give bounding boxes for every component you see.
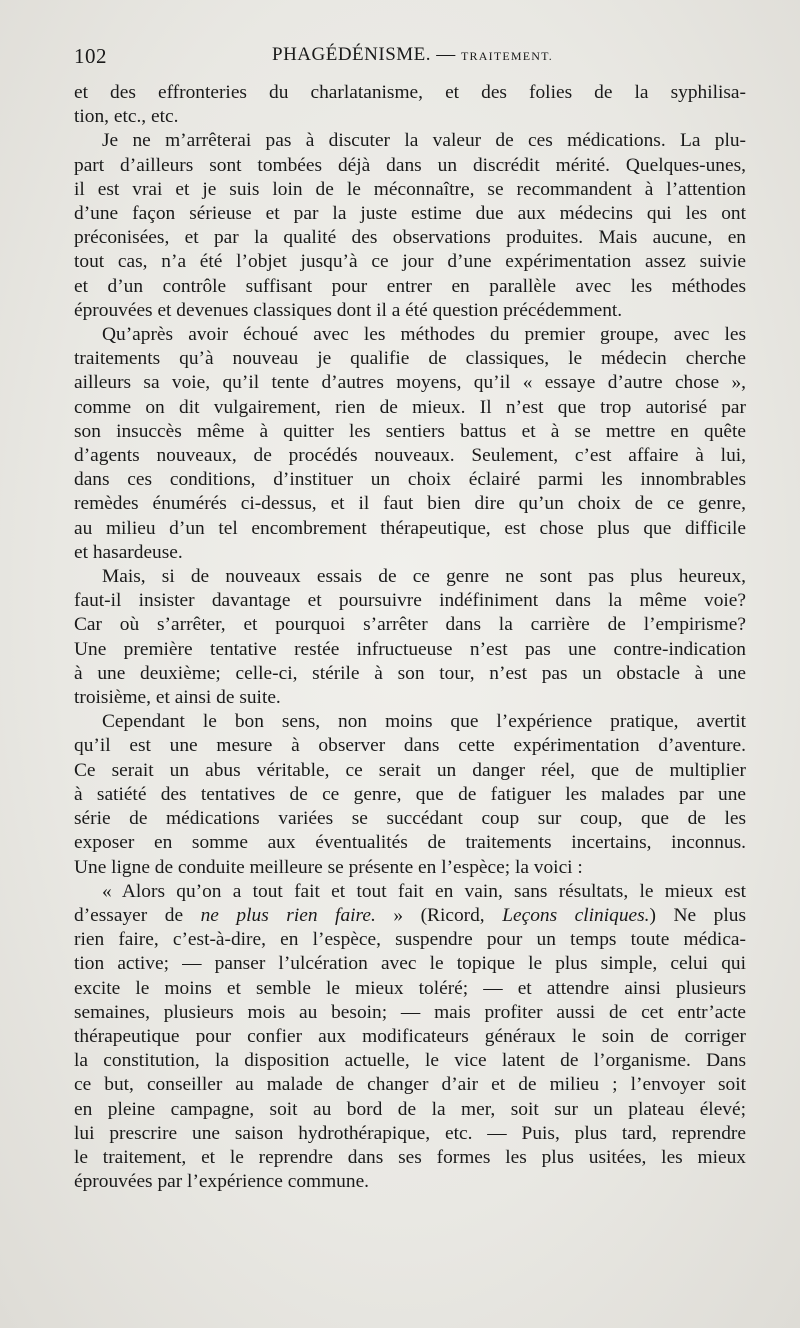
text-line: Car où s’arrêter, et pourquoi s’arrêter dans la carrière de l’empirisme? <box>74 614 746 636</box>
text-line: Une ligne de conduite meilleure se présente en l’espèce; la voici : <box>74 856 583 878</box>
running-title <box>272 44 553 66</box>
text-line: et d’un contrôle suffisant pour entrer en parallèle avec les méthodes <box>74 275 746 297</box>
text-line: faut-il insister davantage et poursuivre indéfiniment dans la même voie? <box>74 590 746 612</box>
text-line: comme on dit vulgairement, rien de mieux. Il n’est que trop autorisé par <box>74 396 746 418</box>
text-line: préconisées, et par la qualité des observations produites. Mais aucune, en <box>74 227 746 249</box>
text-line: qu’il est une mesure à observer dans cette expérimentation d’aventure. <box>74 735 746 757</box>
text-line: exposer en somme aux éventualités de traitements incertains, inconnus. <box>74 832 746 854</box>
text-line: la constitution, la disposition actuelle, le vice latent de l’organisme. Dans <box>74 1050 746 1072</box>
text-run: ) Ne plus <box>649 904 746 926</box>
text-line: en pleine campagne, soit au bord de la mer, soit sur un plateau élevé; <box>74 1098 746 1120</box>
text-line: dans ces conditions, d’instituer un choix éclairé parmi les innombrables <box>74 469 746 491</box>
text-line: tout cas, n’a été l’objet jusqu’à ce jour d’une expérimentation assez suivie <box>74 251 746 273</box>
text-line: traitements qu’à nouveau je qualifie de classiques, le médecin cherche <box>74 348 746 370</box>
page-number: 102 <box>74 44 107 68</box>
running-title-separator: — <box>431 44 462 65</box>
text-line: d’une façon sérieuse et par la juste estime due aux médecins qui les ont <box>74 203 746 225</box>
text-line: il est vrai et je suis loin de le méconnaître, se recommandent à l’attention <box>74 178 746 200</box>
text-line: Mais, si de nouveaux essais de ce genre ne sont pas plus heureux, <box>102 566 746 588</box>
text-line: troisième, et ainsi de suite. <box>74 687 281 709</box>
text-line <box>74 904 746 928</box>
text-line: éprouvées par l’expérience commune. <box>74 1171 370 1193</box>
text-line: au milieu d’un tel encombrement thérapeutique, est chose plus que difficile <box>74 517 746 539</box>
text-line: son insuccès même à quitter les sentiers battus et à se mettre en quête <box>74 420 746 442</box>
italic-text: ne plus rien faire. <box>200 904 376 926</box>
text-line: Une première tentative restée infructueuse n’est pas une contre-indication <box>74 638 746 660</box>
running-title-section: TRAITEMENT. <box>461 49 553 63</box>
text-line: thérapeutique pour confier aux modificateurs généraux le soin de corriger <box>74 1025 746 1047</box>
text-line: lui prescrire une saison hydrothérapique, etc. — Puis, plus tard, reprendre <box>74 1122 746 1144</box>
text-line: ailleurs sa voie, qu’il tente d’autres moyens, qu’il « essaye d’autre chose », <box>74 372 746 394</box>
text-line: et hasardeuse. <box>74 541 183 563</box>
text-line: tion active; — panser l’ulcération avec le topique le plus simple, celui qui <box>74 953 746 975</box>
text-line: Qu’après avoir échoué avec les méthodes du premier groupe, avec les <box>102 324 746 346</box>
text-line: semaines, plusieurs mois au besoin; — mais profiter aussi de cet entr’acte <box>74 1001 746 1023</box>
text-line: tion, etc., etc. <box>74 106 179 128</box>
text-line: remèdes énumérés ci-dessus, et il faut bien dire qu’un choix de ce genre, <box>74 493 746 515</box>
text-line: série de médications variées se succédant coup sur coup, que de les <box>74 808 746 830</box>
text-line: Je ne m’arrêterai pas à discuter la valeur de ces médications. La plu- <box>102 130 746 152</box>
text-line: à satiété des tentatives de ce genre, que de fatiguer les malades par une <box>74 783 746 805</box>
text-line: Ce serait un abus véritable, ce serait un danger réel, que de multiplier <box>74 759 746 781</box>
text-line: d’agents nouveaux, de procédés nouveaux. Seulement, c’est affaire à lui, <box>74 445 746 467</box>
page-header <box>74 44 746 74</box>
text-line: « Alors qu’on a tout fait et tout fait en vain, sans résultats, le mieux est <box>102 880 746 902</box>
text-line: et des effronteries du charlatanisme, et des folies de la syphilisa- <box>74 82 746 103</box>
text-run: d’essayer de <box>74 904 201 926</box>
body-text <box>74 81 746 1194</box>
running-title-main: PHAGÉDÉNISME. <box>272 44 432 65</box>
italic-text: Leçons cliniques. <box>502 904 650 926</box>
text-line: à une deuxième; celle-ci, stérile à son tour, n’est pas un obstacle à une <box>74 662 746 684</box>
text-line: éprouvées et devenues classiques dont il a été question précédemment. <box>74 299 623 321</box>
text-line: excite le moins et semble le mieux toléré; — et attendre ainsi plusieurs <box>74 977 746 999</box>
text-line: rien faire, c’est-à-dire, en l’espèce, suspendre pour un temps toute médica- <box>74 929 746 951</box>
text-line: le traitement, et le reprendre dans ses formes les plus usitées, les mieux <box>74 1146 746 1168</box>
text-line: ce but, conseiller au malade de changer d’air et de milieu ; l’envoyer soit <box>74 1074 746 1096</box>
text-line: part d’ailleurs sont tombées déjà dans un discrédit mérité. Quelques-unes, <box>74 154 746 176</box>
text-run: » (Ricord, <box>375 904 503 926</box>
text-line: Cependant le bon sens, non moins que l’expérience pratique, avertit <box>102 711 746 733</box>
